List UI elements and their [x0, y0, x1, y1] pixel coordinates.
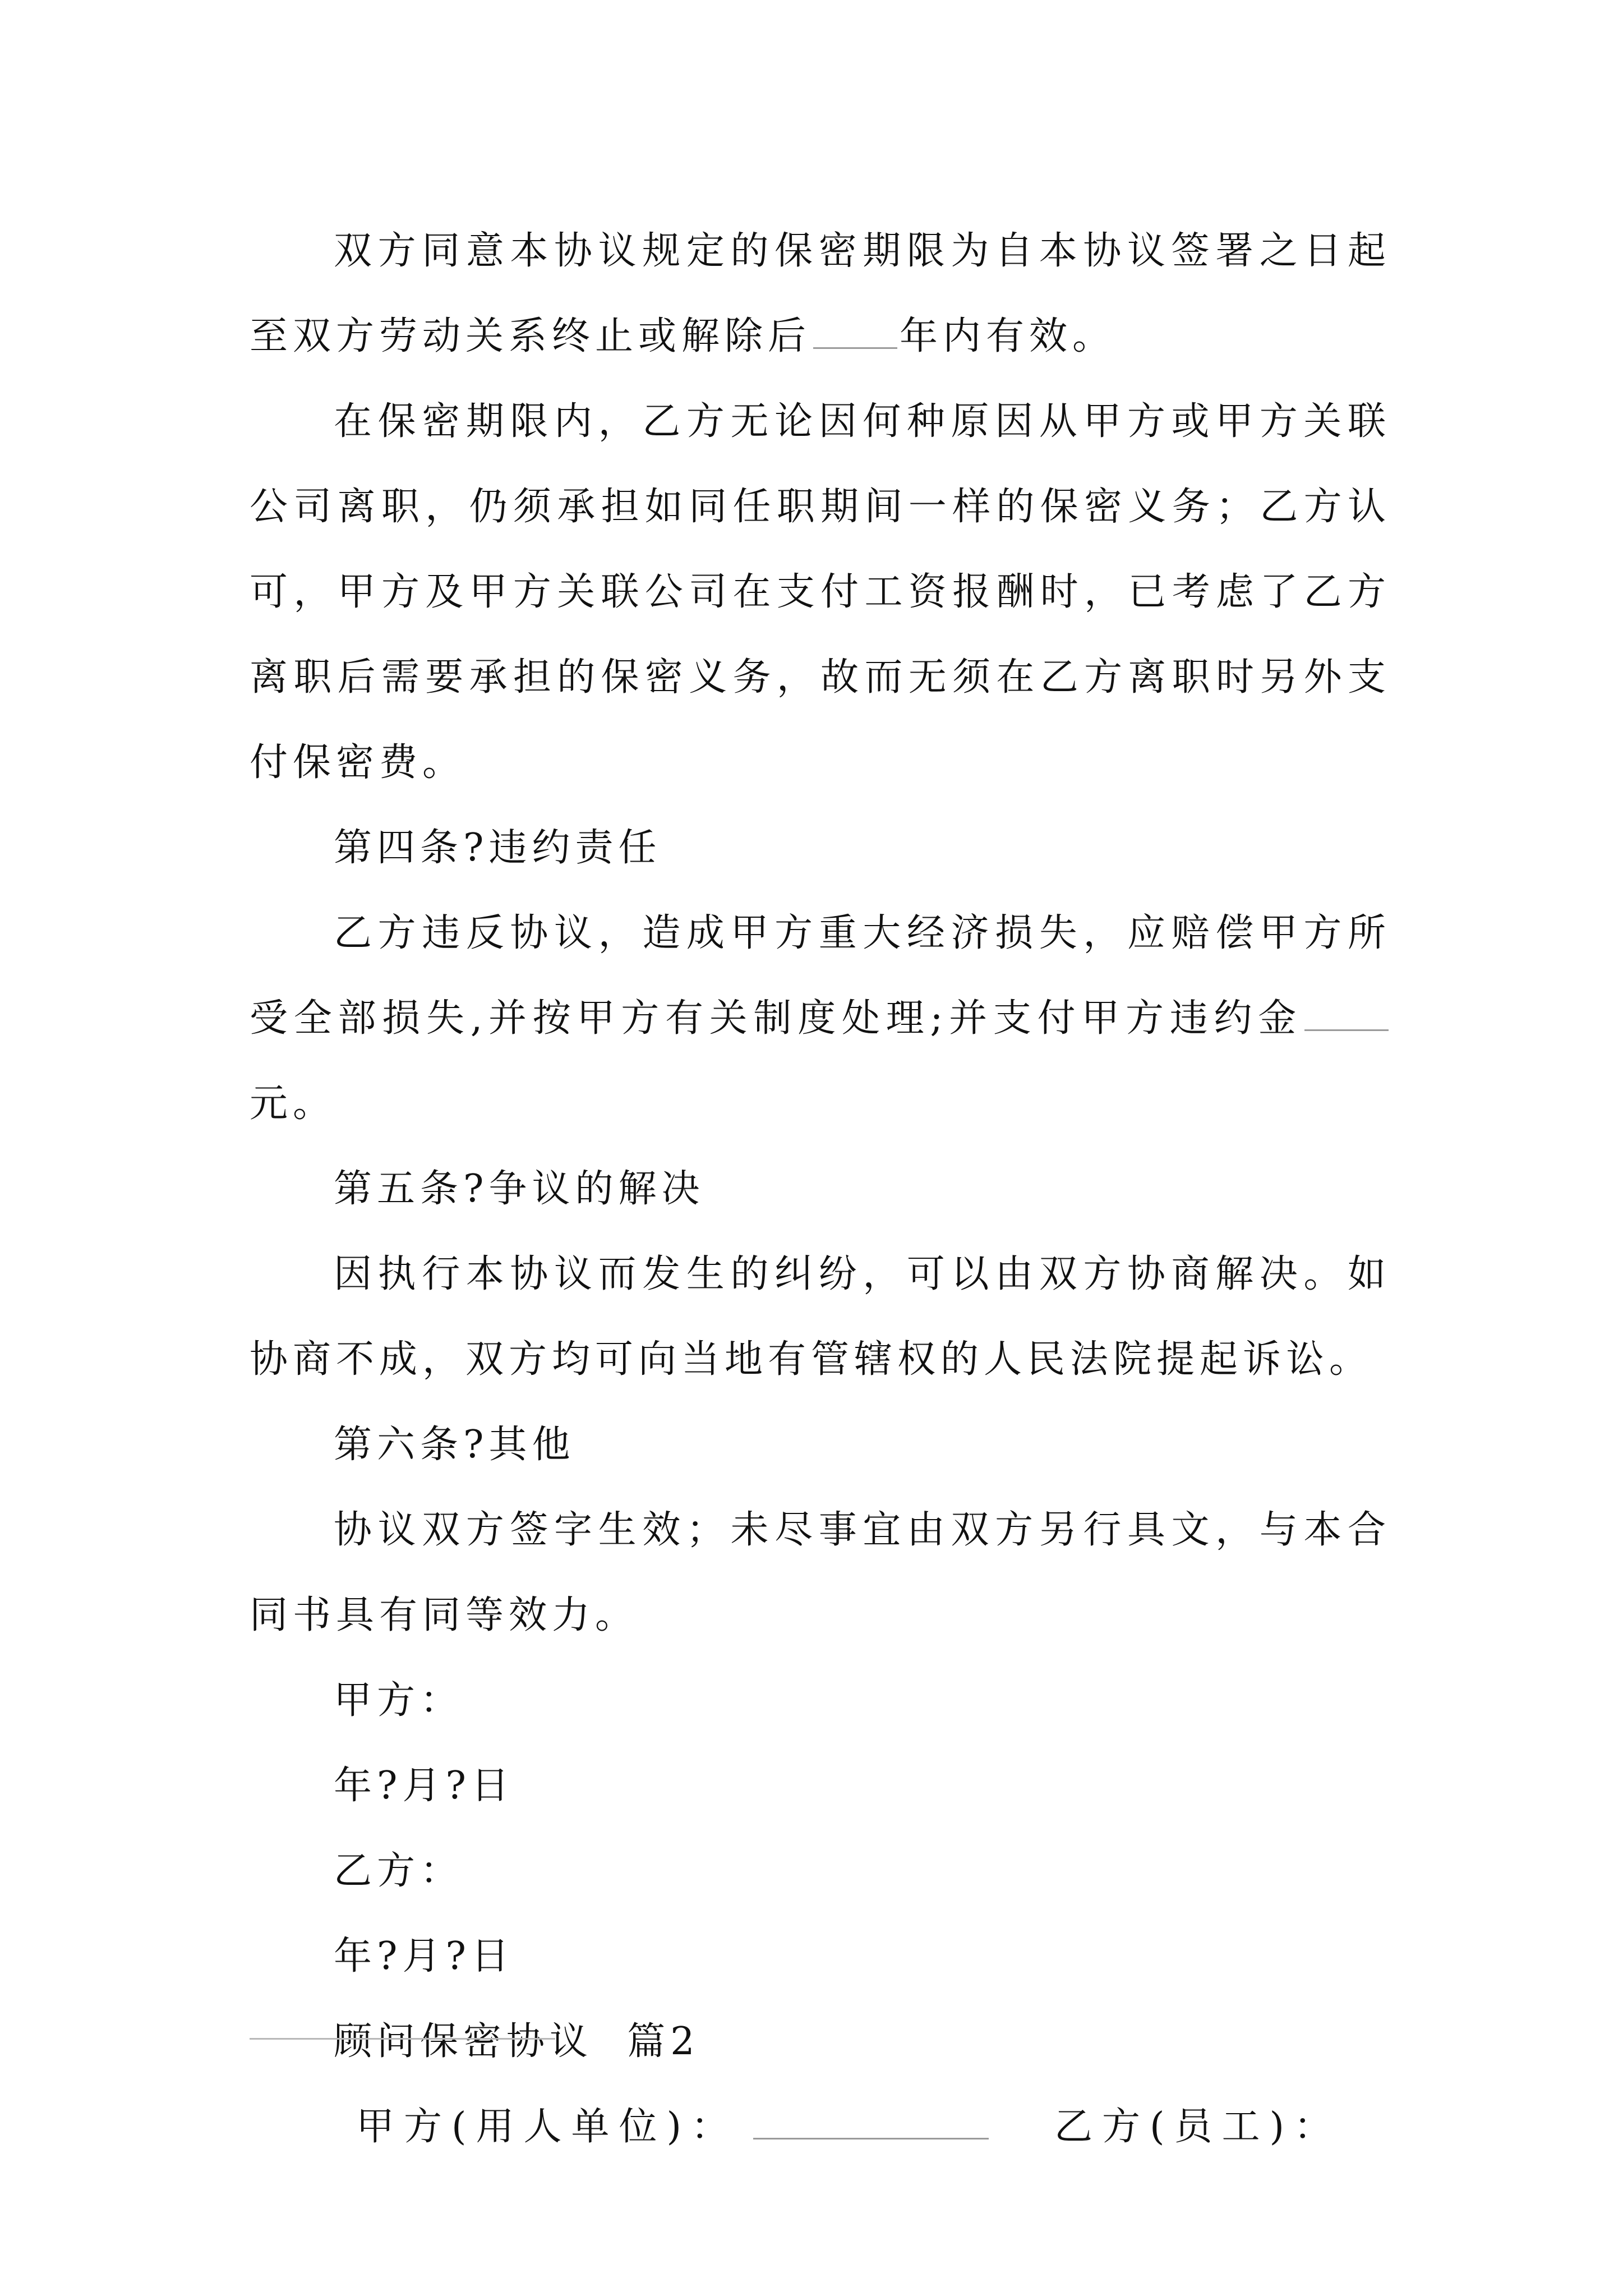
- dispute-resolution-paragraph: 因执行本协议而发生的纠纷，可以由双方协商解决。如协商不成，双方均可向当地有管辖权的人民法院提起诉讼。: [250, 1252, 1391, 1382]
- party-header-line: [250, 2085, 1391, 2170]
- breach-liability-paragraph: [250, 891, 1391, 1147]
- confidentiality-period-paragraph: [250, 209, 1391, 379]
- article-6-heading: 第六条?其他: [334, 1423, 575, 1467]
- post-employment-obligation-paragraph: 在保密期限内，乙方无论因何种原因从甲方或甲方关联公司离职，仍须承担如同任职期间一样的保密义务；乙方认可，甲方及甲方关联公司在支付工资报酬时，已考虑了乙方离职后需要承担的保密义务，故而无须在乙方离职时另外支付保密费。: [250, 399, 1391, 785]
- party-b-signature-label: 乙方：: [334, 1849, 464, 1893]
- party-a-date: 年?月?日: [334, 1764, 514, 1808]
- paragraph-text: 乙方违反协议，造成甲方重大经济损失，应赔偿甲方所受全部损失,并按甲方有关制度处理;并支付甲方违约金: [250, 911, 1391, 1041]
- paragraph-text: 双方同意本协议规定的保密期限为自本协议签署之日起至双方劳动关系终止或解除后: [250, 229, 1391, 358]
- fill-blank-penalty-amount: [1304, 996, 1389, 1031]
- fill-blank-employer-name: [753, 2104, 989, 2139]
- article-4-heading: 第四条?违约责任: [334, 826, 662, 870]
- party-b-employee-label: 乙方(员工)：: [1054, 2105, 1341, 2149]
- party-a-signature-label: 甲方：: [334, 1678, 464, 1723]
- party-b-date: 年?月?日: [334, 1934, 514, 1978]
- section-title: 顾问保密协议 篇2: [334, 2019, 700, 2064]
- footnote-separator-line: [250, 2038, 555, 2040]
- article-5-heading: 第五条?争议的解决: [334, 1167, 705, 1211]
- party-a-employer-label: 甲方(用人单位)：: [356, 2105, 739, 2149]
- other-terms-paragraph: 协议双方签字生效；未尽事宜由双方另行具文，与本合同书具有同等效力。: [250, 1508, 1391, 1637]
- paragraph-text: 元。: [250, 1082, 336, 1126]
- fill-blank-years: [813, 314, 897, 349]
- document-body: [250, 209, 1391, 2170]
- paragraph-text: 年内有效。: [900, 314, 1116, 358]
